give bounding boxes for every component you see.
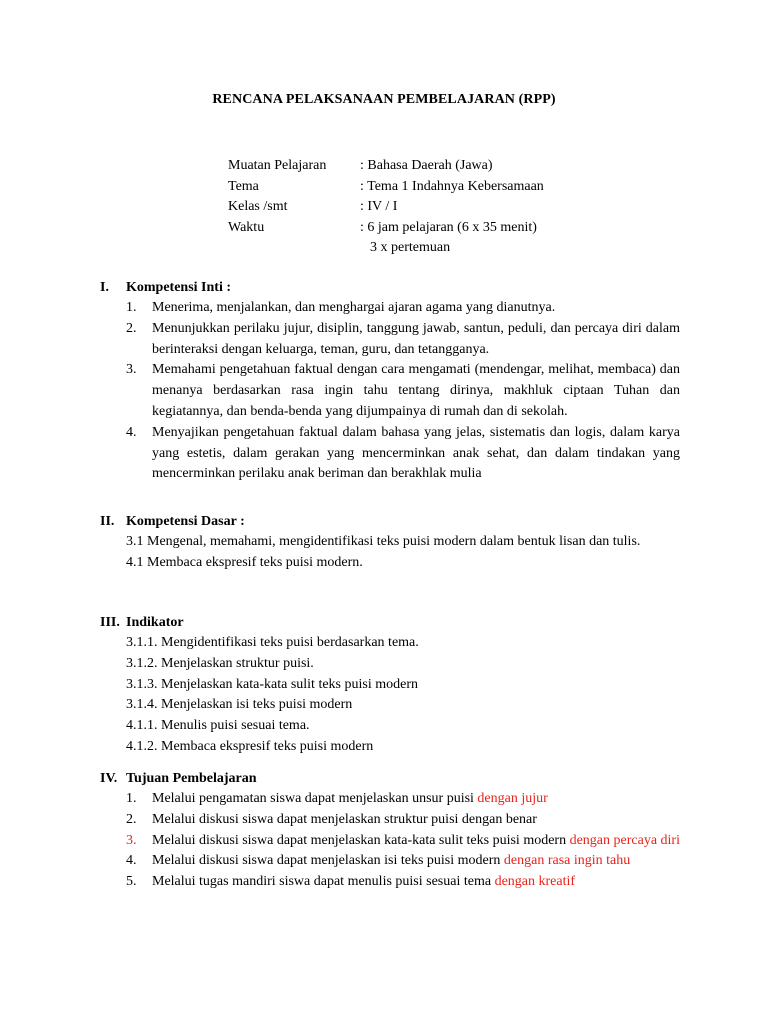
item-number: 5. bbox=[126, 874, 137, 890]
section-number: III. bbox=[100, 615, 120, 630]
identity-table bbox=[228, 156, 544, 259]
item-emphasis: dengan kreatif bbox=[494, 874, 576, 890]
item-number: 2. bbox=[126, 811, 137, 827]
section-indikator bbox=[100, 612, 680, 758]
identity-value: : IV / I bbox=[360, 199, 398, 214]
section-number: IV. bbox=[100, 771, 118, 786]
indikator-line: 3.1.3. Menjelaskan kata-kata sulit teks puisi modern bbox=[126, 676, 418, 692]
item-emphasis: dengan percaya diri bbox=[569, 832, 680, 848]
item-emphasis: dengan rasa ingin tahu bbox=[503, 853, 631, 869]
list-item bbox=[126, 423, 680, 485]
identity-label: Tema bbox=[228, 178, 259, 194]
identity-label: Kelas /smt bbox=[228, 199, 288, 214]
item-number: 1. bbox=[126, 791, 137, 806]
identity-row-class bbox=[228, 197, 544, 218]
indikator-line: 3.1.2. Menjelaskan struktur puisi. bbox=[126, 655, 314, 671]
section-number: II. bbox=[100, 514, 115, 529]
item-text: Melalui diskusi siswa dapat menjelaskan isi teks puisi modern bbox=[152, 853, 504, 869]
item-number: 1. bbox=[126, 300, 137, 315]
identity-value: : Tema 1 Indahnya Kebersamaan bbox=[360, 178, 544, 194]
indikator-line: 3.1.4. Menjelaskan isi teks puisi modern bbox=[126, 697, 353, 713]
section-kompetensi-inti bbox=[100, 277, 680, 485]
list-item bbox=[126, 360, 680, 422]
kd-list bbox=[100, 532, 680, 574]
identity-value: : 6 jam pelajaran (6 x 35 menit) bbox=[360, 219, 537, 235]
item-text: Melalui pengamatan siswa dapat menjelaskan unsur puisi bbox=[152, 791, 478, 806]
item-text: Menyajikan pengetahuan faktual dalam bahasa yang jelas, sistematis dan logis, dalam karya yang estetis, dalam gerakan yang mencerminkan anak sehat, dan dalam tindakan yang mencerminkan perilaku anak beriman dan berakhlak mulia bbox=[152, 424, 680, 482]
kd-line: 4.1 Membaca ekspresif teks puisi modern. bbox=[126, 554, 363, 570]
item-number: 3. bbox=[126, 832, 137, 848]
section-heading bbox=[100, 511, 680, 532]
indikator-line: 4.1.1. Menulis puisi sesuai tema. bbox=[126, 718, 310, 734]
identity-row-subject bbox=[228, 156, 544, 177]
section-kompetensi-dasar bbox=[100, 511, 680, 574]
section-heading bbox=[100, 612, 680, 633]
identity-value: : Bahasa Daerah (Jawa) bbox=[360, 158, 493, 173]
list-item bbox=[126, 810, 680, 831]
ki-list bbox=[100, 298, 680, 485]
list-item bbox=[126, 298, 680, 319]
section-title: Kompetensi Inti : bbox=[126, 280, 231, 295]
indikator-line: 4.1.2. Membaca ekspresif teks puisi modern bbox=[126, 738, 374, 754]
list-item bbox=[126, 319, 680, 361]
section-title: Tujuan Pembelajaran bbox=[126, 771, 257, 786]
identity-row-theme bbox=[228, 177, 544, 198]
list-item bbox=[126, 831, 680, 852]
section-heading bbox=[100, 768, 680, 789]
item-number: 3. bbox=[126, 362, 137, 378]
identity-label: Waktu bbox=[228, 219, 265, 235]
section-number: I. bbox=[100, 280, 109, 295]
section-title: Indikator bbox=[126, 615, 184, 630]
indikator-list bbox=[100, 633, 680, 758]
item-text: Menerima, menjalankan, dan menghargai ajaran agama yang dianutnya. bbox=[152, 300, 556, 315]
section-heading bbox=[100, 277, 680, 298]
item-text: Memahami pengetahuan faktual dengan cara mengamati (mendengar, melihat, membaca) dan menanya berdasarkan rasa ingin tahu tentang dirinya, makhluk ciptaan Tuhan dan kegiatannya, dan benda-benda yang dijumpainya di rumah dan di sekolah. bbox=[152, 362, 680, 419]
item-text: Melalui tugas mandiri siswa dapat menulis puisi sesuai tema bbox=[152, 874, 495, 890]
identity-row-time bbox=[228, 218, 544, 239]
item-number: 4. bbox=[126, 424, 137, 440]
section-tujuan-pembelajaran bbox=[100, 768, 680, 893]
list-item bbox=[126, 872, 680, 893]
item-text: Menunjukkan perilaku jujur, disiplin, tanggung jawab, santun, peduli, dan percaya diri dalam berinteraksi dengan keluarga, teman, guru, dan tetangganya. bbox=[152, 320, 680, 357]
item-text: Melalui diskusi siswa dapat menjelaskan struktur puisi dengan benar bbox=[152, 811, 537, 827]
list-item bbox=[126, 851, 680, 872]
kd-line: 3.1 Mengenal, memahami, mengidentifikasi teks puisi modern dalam bentuk lisan dan tulis. bbox=[126, 534, 641, 549]
item-number: 4. bbox=[126, 853, 137, 869]
section-title: Kompetensi Dasar : bbox=[126, 514, 245, 529]
identity-row-meetings bbox=[228, 238, 544, 259]
indikator-line: 3.1.1. Mengidentifikasi teks puisi berdasarkan tema. bbox=[126, 635, 419, 650]
list-item bbox=[126, 789, 680, 810]
item-emphasis: dengan jujur bbox=[477, 791, 548, 806]
identity-continuation: 3 x pertemuan bbox=[370, 240, 451, 255]
item-text: Melalui diskusi siswa dapat menjelaskan kata-kata sulit teks puisi modern bbox=[152, 832, 570, 848]
tujuan-list bbox=[100, 789, 680, 893]
identity-label: Muatan Pelajaran bbox=[228, 158, 327, 173]
item-number: 2. bbox=[126, 320, 137, 336]
document-title: RENCANA PELAKSANAAN PEMBELAJARAN (RPP) bbox=[212, 92, 556, 107]
